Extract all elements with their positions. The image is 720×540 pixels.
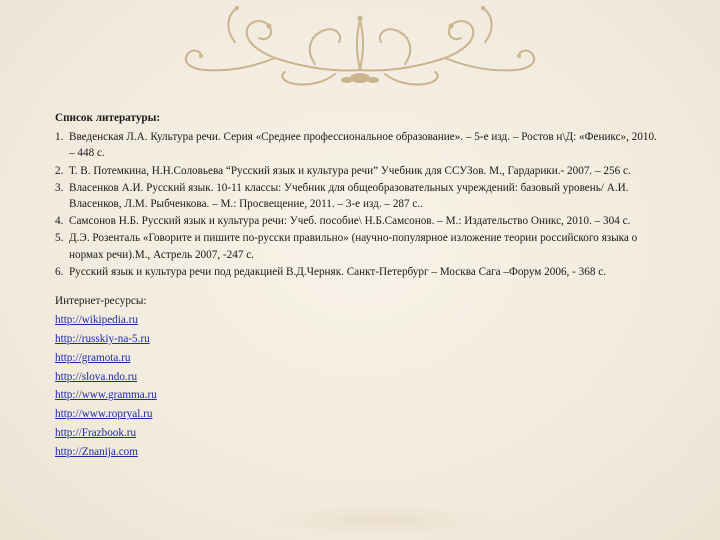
list-item-number: 3.: [55, 181, 64, 194]
list-item-number: 4.: [55, 215, 64, 228]
floral-flourish-icon: [175, 0, 545, 100]
list-item: [55, 230, 660, 262]
internet-resources-heading: Интернет-ресурсы:: [55, 295, 147, 308]
link-wikipedia[interactable]: http://wikipedia.ru: [55, 314, 138, 327]
link-znanija[interactable]: http://Znanija.com: [55, 445, 138, 458]
list-item-text: Русский язык и культура речи под редакцией В.Д.Черняк. Санкт-Петербург – Москва Сага –Форум 2006, - 368 с.: [69, 265, 607, 278]
bottom-decoration: [260, 505, 500, 535]
list-item-number: 2.: [55, 164, 64, 177]
list-item: [55, 264, 660, 280]
link-ropryal[interactable]: http://www.ropryal.ru: [55, 408, 153, 421]
document-content: [55, 110, 660, 463]
list-item-number: 1.: [55, 131, 64, 144]
list-item: [55, 163, 660, 179]
list-item: [55, 213, 660, 229]
internet-links-list: [55, 312, 660, 460]
list-item: [55, 180, 660, 212]
link-slova-ndo[interactable]: http://slova.ndo.ru: [55, 370, 138, 383]
list-item-number: 5.: [55, 232, 64, 245]
list-item-text: Д.Э. Розенталь «Говорите и пишите по-русски правильно» (научно-популярное изложение теории российского языка о нормах речи).М., Астрель 2007, -247 с.: [69, 232, 638, 261]
link-frazbook[interactable]: http://Frazbook.ru: [55, 427, 137, 440]
link-russkiy-na-5[interactable]: http://russkiy-na-5.ru: [55, 333, 150, 346]
references-list: [55, 129, 660, 280]
list-item-text: Самсонов Н.Б. Русский язык и культура речи: Учеб. пособие\ Н.Б.Самсонов. – М.: Издательство Оникс, 2010. – 304 с.: [69, 215, 631, 228]
link-gramota[interactable]: http://gramota.ru: [55, 351, 131, 364]
list-item-number: 6.: [55, 265, 64, 278]
list-item-text: Власенков А.И. Русский язык. 10-11 классы: Учебник для общеобразовательных учреждений: базовый уровень/ А.И. Власенков, Л.М. Рыбченкова. – М.: Просвещение, 2011. – 3-е изд. – 287 с..: [69, 181, 629, 211]
list-item-text: Введенская Л.А. Культура речи. Серия «Среднее профессиональное образование». – 5-е изд. – Ростов н\Д: «Феникс», 2010. – 448 с.: [69, 131, 657, 160]
list-item: [55, 129, 660, 161]
link-gramma[interactable]: http://www.gramma.ru: [55, 389, 157, 402]
references-heading: Список литературы:: [55, 112, 161, 124]
list-item-text: Т. В. Потемкина, Н.Н.Соловьева “Русский язык и культура речи” Учебник для ССУЗов. М., Гардарики.- 2007. – 256 с.: [69, 164, 631, 177]
